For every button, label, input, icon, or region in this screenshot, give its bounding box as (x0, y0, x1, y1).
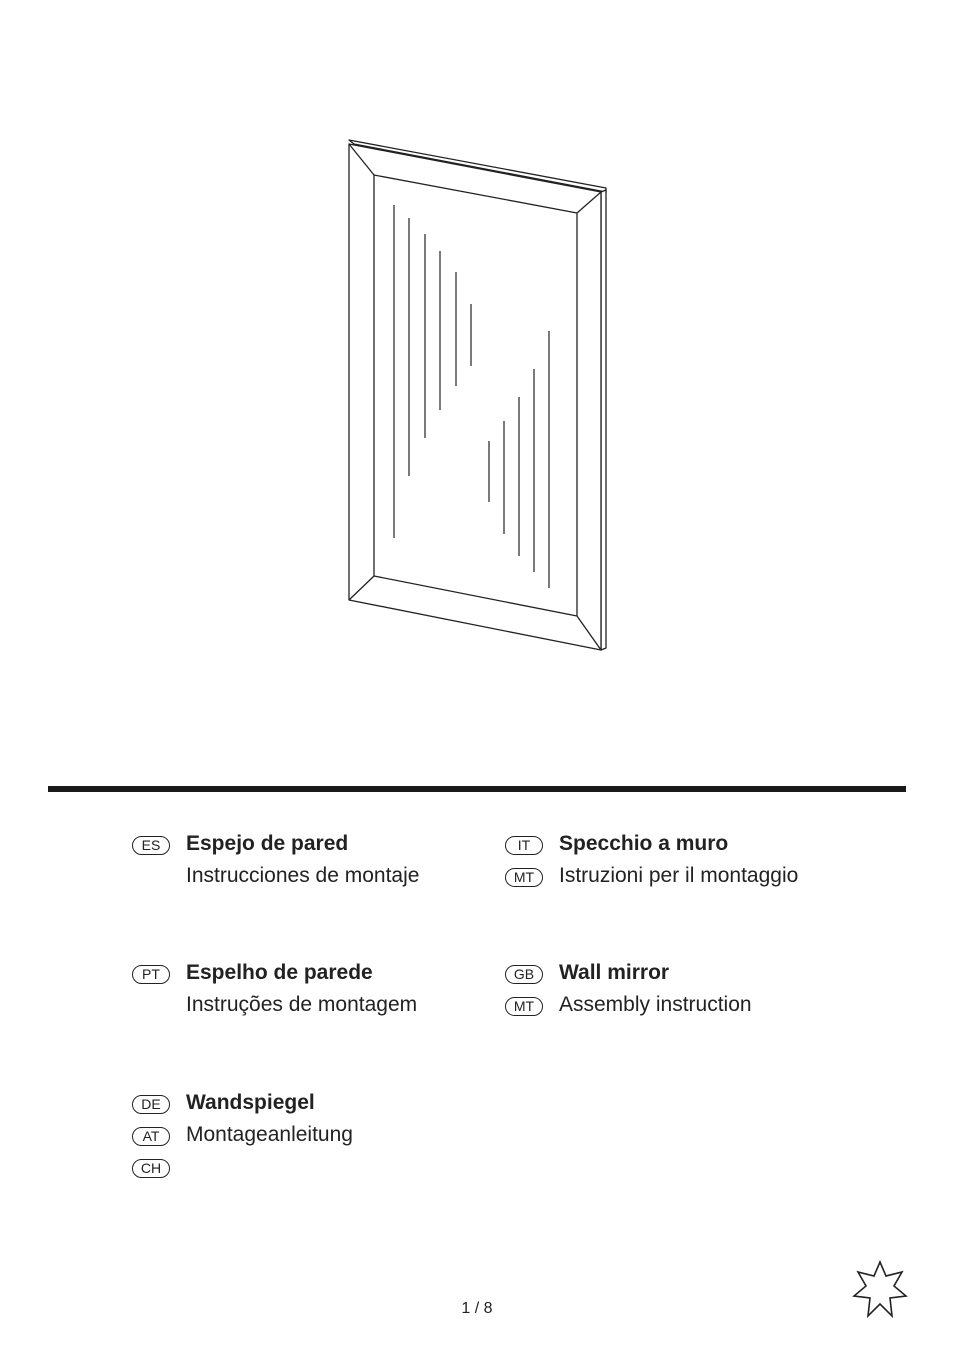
page-number: 1 / 8 (461, 1300, 493, 1317)
product-title: Wandspiegel (186, 1091, 315, 1114)
instruction-subtitle: Istruzioni per il montaggio (559, 864, 799, 887)
language-badge-gb: GB (505, 965, 543, 984)
language-badge-ch: CH (132, 1159, 170, 1178)
instruction-subtitle: Assembly instruction (559, 993, 752, 1016)
instruction-subtitle: Montageanleitung (186, 1123, 353, 1146)
language-badge-pt: PT (132, 965, 170, 984)
language-badge-at: AT (132, 1127, 170, 1146)
product-title: Wall mirror (559, 961, 670, 984)
divider (48, 786, 906, 792)
product-title: Espejo de pared (186, 832, 349, 855)
language-badge-mt: MT (505, 997, 543, 1016)
language-badge-de: DE (132, 1095, 170, 1114)
product-title: Specchio a muro (559, 832, 729, 855)
instruction-subtitle: Instruções de montagem (186, 993, 418, 1016)
instruction-subtitle: Instrucciones de montaje (186, 864, 420, 887)
product-title: Espelho de parede (186, 961, 373, 984)
star-logo-icon (852, 1260, 908, 1320)
language-badge-it: IT (505, 836, 543, 855)
language-badge-mt: MT (505, 868, 543, 887)
language-badge-es: ES (132, 836, 170, 855)
